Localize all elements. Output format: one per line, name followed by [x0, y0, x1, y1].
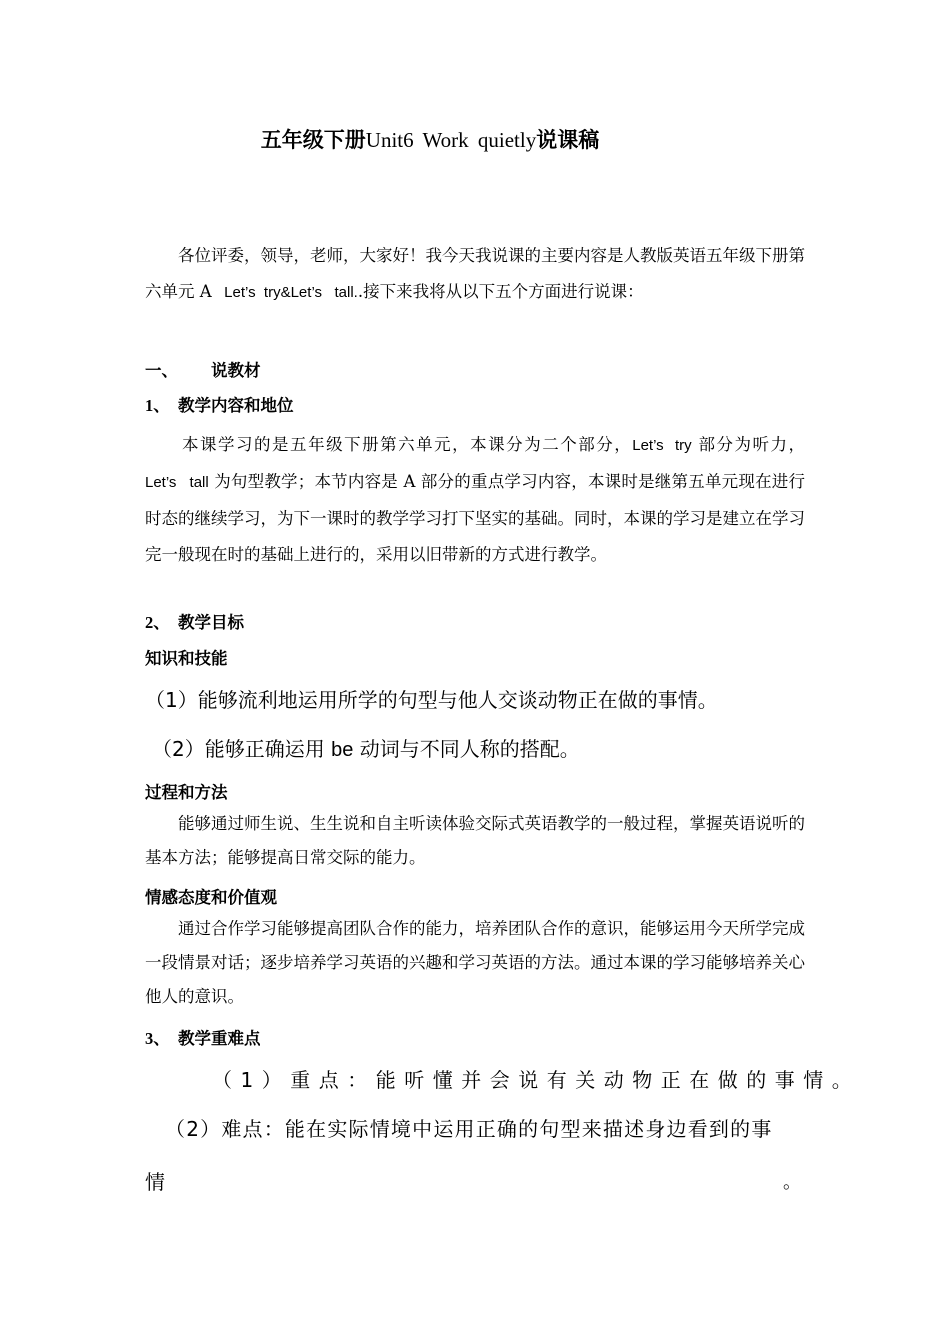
- heading-2-label: 教学目标: [178, 613, 244, 632]
- content-text-3: 为句型教学；本节内容是 A 部分的重点学习内容，本课时是继第五单元现在进行时态的继续学习，为下一课时的教学学习打下坚实的基础。同时，本课的学习是建立在学习完一般现在时的基础上进行的，采用以旧带新的方式进行教学。: [145, 472, 806, 564]
- content-lets-try: Let’s try: [632, 437, 692, 454]
- section-1-number: 一、: [145, 361, 178, 380]
- heading-teaching-content: [145, 392, 294, 416]
- section-1-label: 说教材: [211, 361, 261, 380]
- heading-2-number: 2、: [145, 613, 170, 632]
- process-paragraph: 能够通过师生说、生生说和自主听读体验交际式英语教学的一般过程，掌握英语说听的基本方法；能够提高日常交际的能力。: [145, 814, 805, 867]
- content-text-1: 本课学习的是五年级下册第六单元，本课分为二个部分，: [182, 435, 633, 454]
- intro-paragraph: [145, 238, 805, 311]
- title-cn-suffix: 说课稿: [536, 127, 600, 152]
- difficulty-line: （2）难点：能在实际情境中运用正确的句型来描述身边看到的事: [165, 1117, 773, 1141]
- heading-key-points: [145, 1025, 261, 1049]
- document-title: [0, 124, 860, 154]
- knowledge-item-2: [152, 733, 580, 762]
- intro-lesson-name: Let’s try&Let’s tall.: [211, 284, 358, 301]
- content-text-2: 部分为听力，: [691, 435, 805, 454]
- heading-1-label: 教学内容和地位: [178, 396, 294, 415]
- emotion-values-heading: 情感态度和价值观: [145, 888, 277, 907]
- title-unit: Unit6 Work quietly: [365, 128, 537, 152]
- heading-1-number: 1、: [145, 396, 170, 415]
- key-point-line: （1）重点：能听懂并会说有关动物正在做的事情。: [212, 1068, 861, 1092]
- knowledge-item-1: （1）能够流利地运用所学的句型与他人交谈动物正在做的事情。: [145, 688, 718, 712]
- heading-3-number: 3、: [145, 1029, 170, 1048]
- intro-text-2: .接下来我将从以下五个方面进行说课：: [357, 282, 644, 301]
- title-cn-prefix: 五年级下册: [260, 127, 366, 152]
- difficulty-line-continued: 情: [145, 1170, 165, 1194]
- intro-text-1: 各位评委，领导，老师，大家好！我今天我说课的主要内容是人教版英语五年级下册第六单元 A: [145, 246, 805, 301]
- knowledge-item-2-text-b: 动词与不同人称的搭配。: [353, 737, 580, 761]
- heading-teaching-goals: [145, 609, 244, 633]
- content-paragraph: [145, 427, 805, 573]
- difficulty-end-mark: 。: [783, 1172, 801, 1193]
- knowledge-item-2-be: be: [331, 739, 354, 761]
- knowledge-item-2-text-a: （2）能够正确运用: [152, 737, 332, 761]
- heading-3-label: 教学重难点: [178, 1029, 261, 1048]
- process-methods-heading: 过程和方法: [145, 783, 228, 802]
- content-lets-tall: Let’s tall: [145, 474, 209, 491]
- knowledge-skills-heading: 知识和技能: [145, 649, 228, 668]
- section-1-heading: [145, 357, 261, 381]
- emotion-paragraph: 通过合作学习能够提高团队合作的能力，培养团队合作的意识，能够运用今天所学完成一段情景对话；逐步培养学习英语的兴趣和学习英语的方法。通过本课的学习能够培养关心他人的意识。: [145, 919, 805, 1006]
